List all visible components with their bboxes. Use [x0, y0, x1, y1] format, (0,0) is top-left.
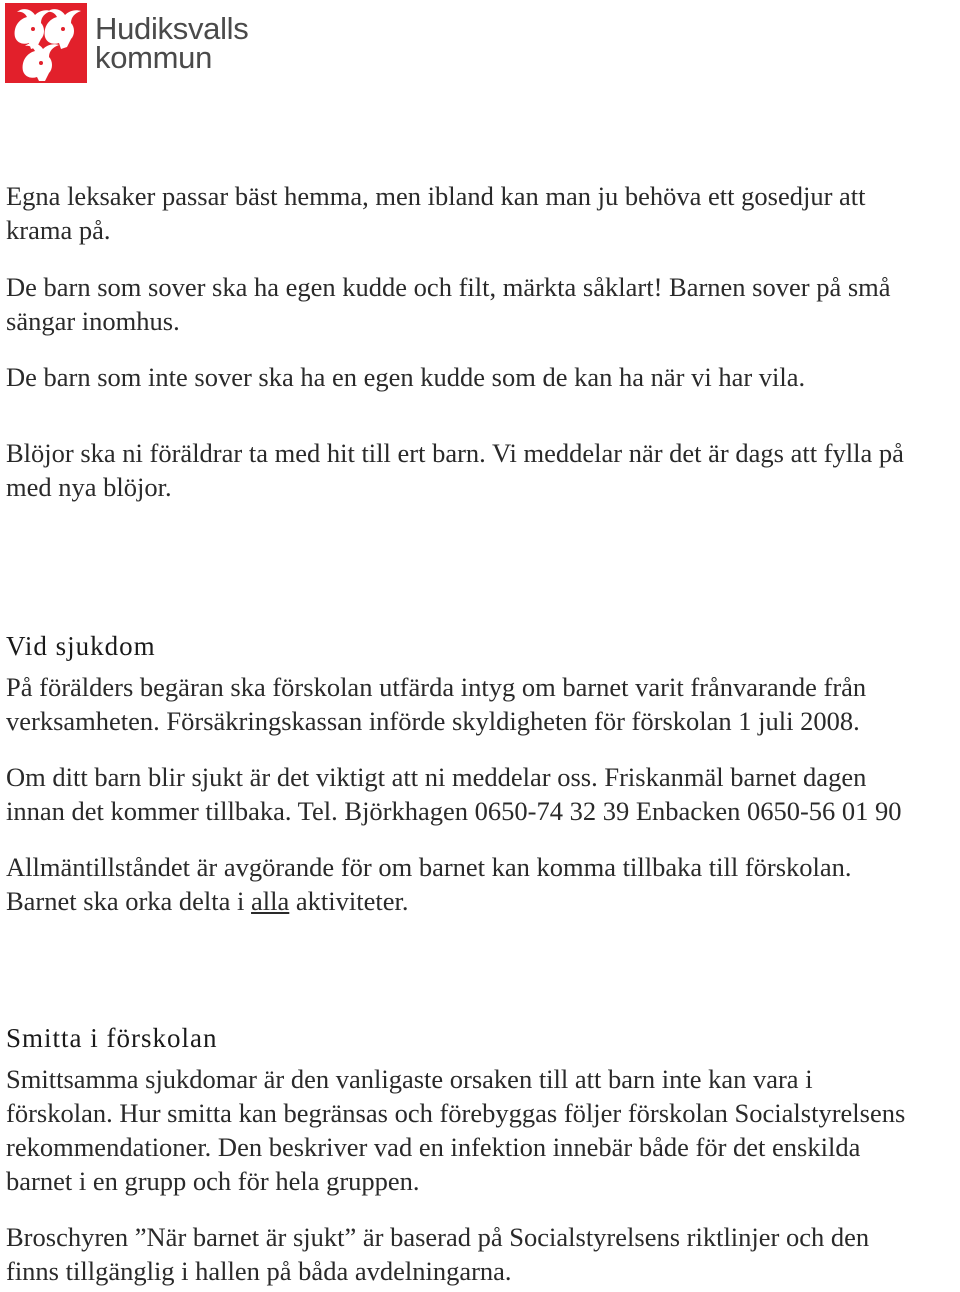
- paragraph-diapers: [6, 436, 960, 504]
- text-line: Om ditt barn blir sjukt är det viktigt att ni meddelar oss. Friskanmäl barnet dagen: [6, 762, 867, 792]
- logo: [5, 3, 248, 83]
- text-line: Broschyren ”När barnet är sjukt” är baserad på Socialstyrelsens riktlinjer och den: [6, 1222, 870, 1252]
- paragraph-general-condition: [6, 850, 960, 918]
- text-line: innan det kommer tillbaka. Tel. Björkhagen 0650-74 32 39 Enbacken 0650-56 01 90: [6, 796, 902, 826]
- text-line: Smittsamma sjukdomar är den vanligaste orsaken till att barn inte kan vara i: [6, 1064, 813, 1094]
- text-line: förskolan. Hur smitta kan begränsas och förebyggas följer förskolan Socialstyrelsens: [6, 1098, 906, 1128]
- text-line: finns tillgänglig i hallen på båda avdelningarna.: [6, 1256, 512, 1286]
- text-line: De barn som sover ska ha egen kudde och filt, märkta såklart! Barnen sover på små: [6, 272, 891, 302]
- text-line: [6, 884, 960, 918]
- paragraph-toys: [6, 179, 960, 247]
- logo-line-2: kommun: [95, 40, 213, 75]
- heading-sickness: Vid sjukdom: [6, 631, 156, 661]
- text-line: krama på.: [6, 215, 111, 245]
- text-line: De barn som inte sover ska ha en egen kudde som de kan ha när vi har vila.: [6, 362, 806, 392]
- logo-text: [95, 11, 249, 75]
- paragraph-sleep: [6, 270, 960, 338]
- text-fragment: aktiviteter.: [289, 886, 409, 916]
- paragraph-brochure: [6, 1220, 960, 1288]
- text-line: Blöjor ska ni föräldrar ta med hit till ert barn. Vi meddelar när det är dags att fylla på: [6, 438, 904, 468]
- underlined-word: alla: [251, 886, 290, 916]
- paragraph-rest: [6, 360, 960, 394]
- text-line: barnet i en grupp och för hela gruppen.: [6, 1166, 420, 1196]
- text-line: med nya blöjor.: [6, 472, 172, 502]
- logo-line-1: Hudiksvalls: [95, 11, 249, 46]
- heading-infection: Smitta i förskolan: [6, 1023, 218, 1053]
- text-line: sängar inomhus.: [6, 306, 180, 336]
- text-fragment: Barnet ska orka delta i: [6, 886, 252, 916]
- text-line: På förälders begäran ska förskolan utfärda intyg om barnet varit frånvarande från: [6, 672, 867, 702]
- paragraph-infection: [6, 1062, 960, 1198]
- text-line: verksamheten. Försäkringskassan införde skyldigheten för förskolan 1 juli 2008.: [6, 706, 860, 736]
- paragraph-certificate: [6, 670, 960, 738]
- text-line: Allmäntillståndet är avgörande för om barnet kan komma tillbaka till förskolan.: [6, 852, 852, 882]
- paragraph-notify: [6, 760, 960, 828]
- text-line: Egna leksaker passar bäst hemma, men ibland kan man ju behöva ett gosedjur att: [6, 181, 866, 211]
- text-line: rekommendationer. Den beskriver vad en infektion innebär både för det enskilda: [6, 1132, 861, 1162]
- goats-emblem-icon: [5, 3, 87, 83]
